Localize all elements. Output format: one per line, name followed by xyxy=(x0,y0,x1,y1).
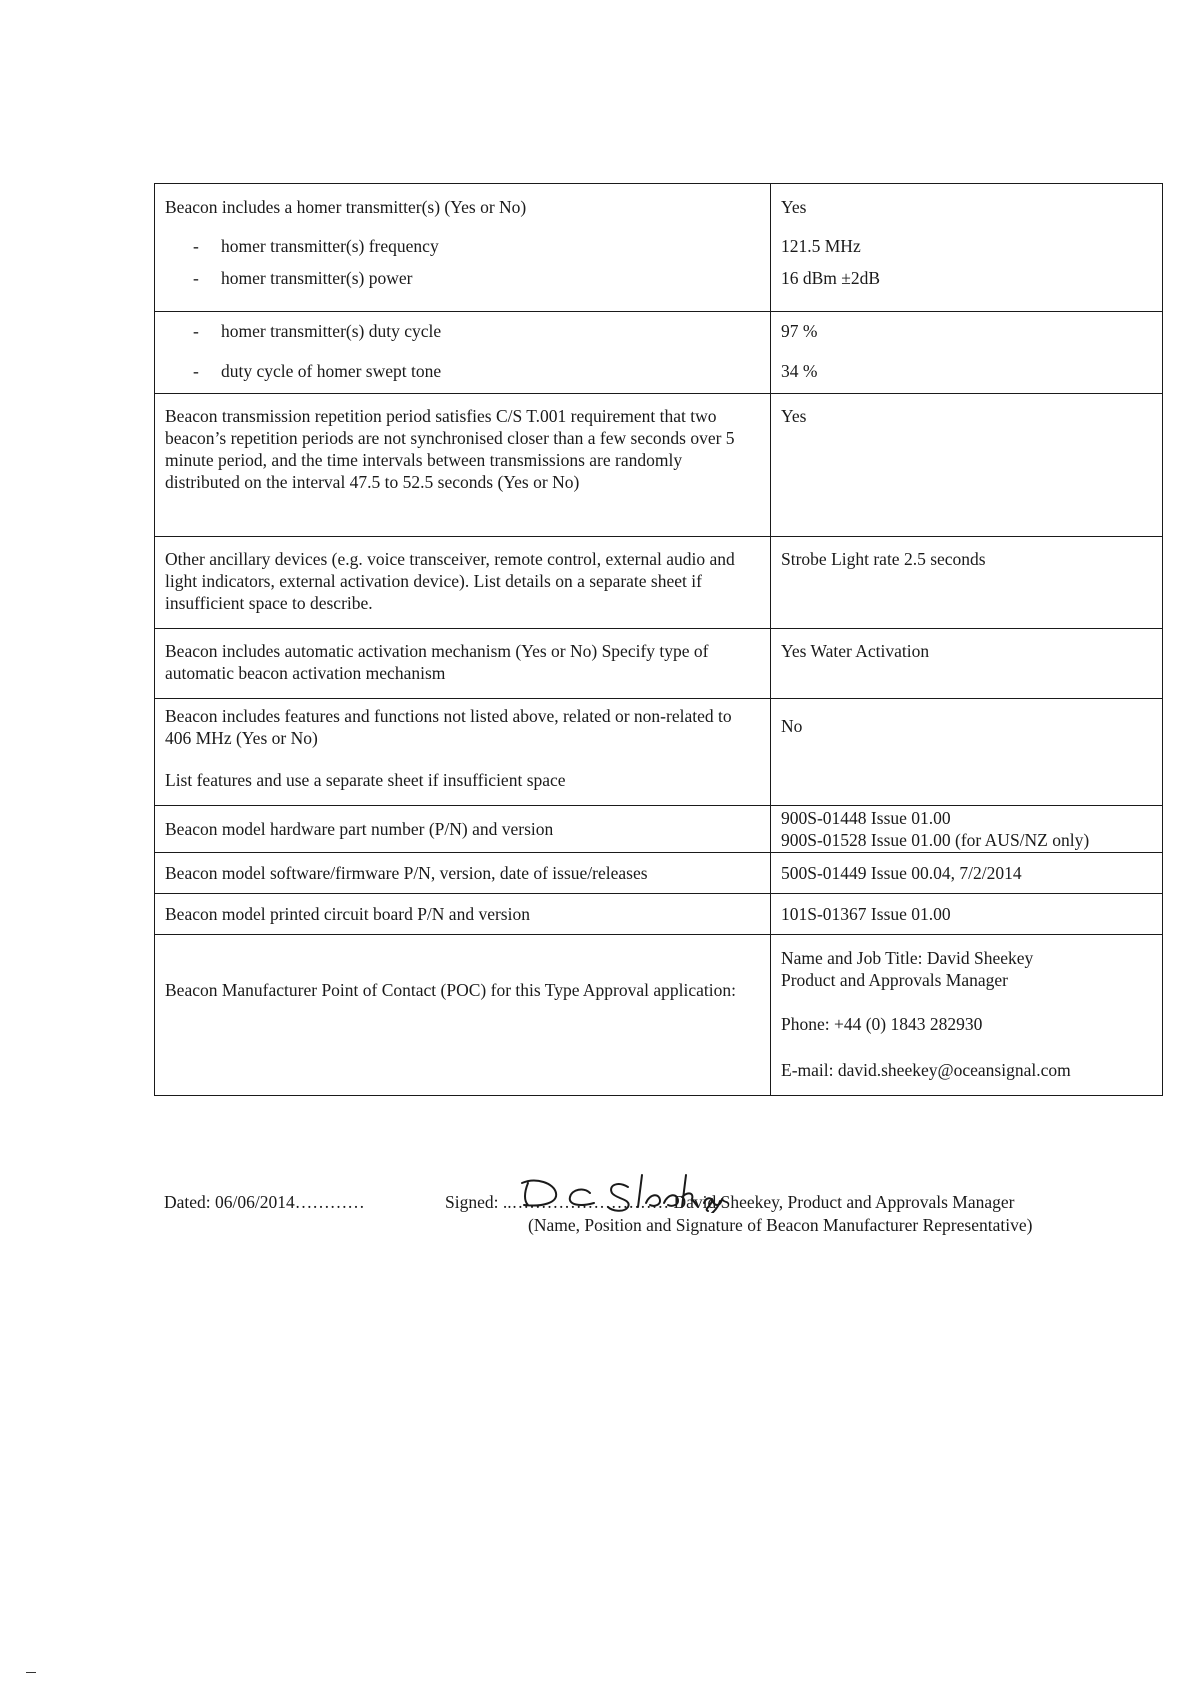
table-row-features xyxy=(155,699,1163,806)
duty-cycle-item xyxy=(165,320,760,342)
ancillary-value: Strobe Light rate 2.5 seconds xyxy=(781,549,986,569)
type-approval-table xyxy=(154,183,1163,1096)
bullet-dash: - xyxy=(193,268,199,288)
hardware-value-primary: 900S-01448 Issue 01.00 xyxy=(781,808,951,828)
homer-value-cell xyxy=(771,184,1163,312)
signed-line: Signed: ..……………………… David Sheekey, Product and Approvals Manager xyxy=(445,1192,1015,1212)
table-row-repetition xyxy=(155,394,1163,537)
software-label-cell xyxy=(155,853,771,894)
homer-power-label: homer transmitter(s) power xyxy=(221,268,413,288)
pcb-value-cell xyxy=(771,894,1163,935)
poc-label-cell xyxy=(155,935,771,1096)
features-value-cell xyxy=(771,699,1163,806)
repetition-value-cell xyxy=(771,394,1163,537)
repetition-value: Yes xyxy=(781,406,807,426)
table-row-hardware xyxy=(155,806,1163,853)
poc-phone: Phone: +44 (0) 1843 282930 xyxy=(781,1014,983,1034)
swept-tone-item xyxy=(165,360,760,382)
dated-line: Dated: 06/06/2014………… xyxy=(164,1192,365,1212)
hardware-label-cell xyxy=(155,806,771,853)
signature-caption: (Name, Position and Signature of Beacon Manufacturer Representative) xyxy=(528,1215,1033,1235)
poc-name: Name and Job Title: David Sheekey xyxy=(781,948,1034,968)
activation-value-cell xyxy=(771,629,1163,699)
table-row-pcb xyxy=(155,894,1163,935)
homer-value: Yes xyxy=(781,197,807,217)
hardware-label: Beacon model hardware part number (P/N) and version xyxy=(165,819,554,839)
table-row-homer xyxy=(155,184,1163,312)
poc-label: Beacon Manufacturer Point of Contact (POC) for this Type Approval application: xyxy=(165,980,736,1000)
activation-label: Beacon includes automatic activation mechanism (Yes or No) Specify type of automatic beacon activation mechanism xyxy=(165,641,709,683)
repetition-label-cell xyxy=(155,394,771,537)
table-row-duty-cycle xyxy=(155,312,1163,394)
bullet-dash: - xyxy=(193,361,199,381)
features-value: No xyxy=(781,716,803,736)
swept-tone-value: 34 % xyxy=(781,361,818,381)
features-note: List features and use a separate sheet if insufficient space xyxy=(165,770,566,790)
homer-frequency-value: 121.5 MHz xyxy=(781,236,861,256)
software-value: 500S-01449 Issue 00.04, 7/2/2014 xyxy=(781,863,1022,883)
ancillary-value-cell xyxy=(771,537,1163,629)
swept-tone-label: duty cycle of homer swept tone xyxy=(221,361,442,381)
table-row-activation xyxy=(155,629,1163,699)
homer-power-item xyxy=(165,267,760,289)
poc-title: Product and Approvals Manager xyxy=(781,970,1008,990)
activation-value: Yes Water Activation xyxy=(781,641,930,661)
duty-label-cell xyxy=(155,312,771,394)
bullet-dash: - xyxy=(193,236,199,256)
duty-value-cell xyxy=(771,312,1163,394)
homer-label: Beacon includes a homer transmitter(s) (Yes or No) xyxy=(165,197,527,217)
activation-label-cell xyxy=(155,629,771,699)
pcb-value: 101S-01367 Issue 01.00 xyxy=(781,904,951,924)
signature-block xyxy=(164,1183,1154,1253)
ancillary-label: Other ancillary devices (e.g. voice transceiver, remote control, external audio and light indicators, external activation device). List details on a separate sheet if insufficient space to describe. xyxy=(165,549,735,613)
table-row-software xyxy=(155,853,1163,894)
homer-power-value: 16 dBm ±2dB xyxy=(781,268,881,288)
repetition-label: Beacon transmission repetition period satisfies C/S T.001 requirement that two beacon’s repetition periods are not synchronised closer than a few seconds over 5 minute period, and the time intervals between transmissions are randomly distributed on the interval 47.5 to 52.5 seconds (Yes or No) xyxy=(165,406,735,492)
handwritten-signature xyxy=(514,1169,744,1213)
features-label-cell xyxy=(155,699,771,806)
table-row-poc xyxy=(155,935,1163,1096)
duty-cycle-value: 97 % xyxy=(781,321,818,341)
poc-email: E-mail: david.sheekey@oceansignal.com xyxy=(781,1060,1071,1080)
poc-value-cell xyxy=(771,935,1163,1096)
features-label: Beacon includes features and functions not listed above, related or non-related to 406 MHz (Yes or No) xyxy=(165,706,732,748)
hardware-value-cell xyxy=(771,806,1163,853)
ancillary-label-cell xyxy=(155,537,771,629)
pcb-label-cell xyxy=(155,894,771,935)
bullet-dash: - xyxy=(193,321,199,341)
hardware-value-aus-nz: 900S-01528 Issue 01.00 (for AUS/NZ only) xyxy=(781,830,1090,850)
table-row-ancillary xyxy=(155,537,1163,629)
duty-cycle-label: homer transmitter(s) duty cycle xyxy=(221,321,442,341)
homer-frequency-item xyxy=(165,235,760,257)
software-label: Beacon model software/firmware P/N, version, date of issue/releases xyxy=(165,863,648,883)
page-edge-mark xyxy=(26,1672,36,1673)
homer-label-cell xyxy=(155,184,771,312)
pcb-label: Beacon model printed circuit board P/N and version xyxy=(165,904,530,924)
homer-frequency-label: homer transmitter(s) frequency xyxy=(221,236,439,256)
software-value-cell xyxy=(771,853,1163,894)
